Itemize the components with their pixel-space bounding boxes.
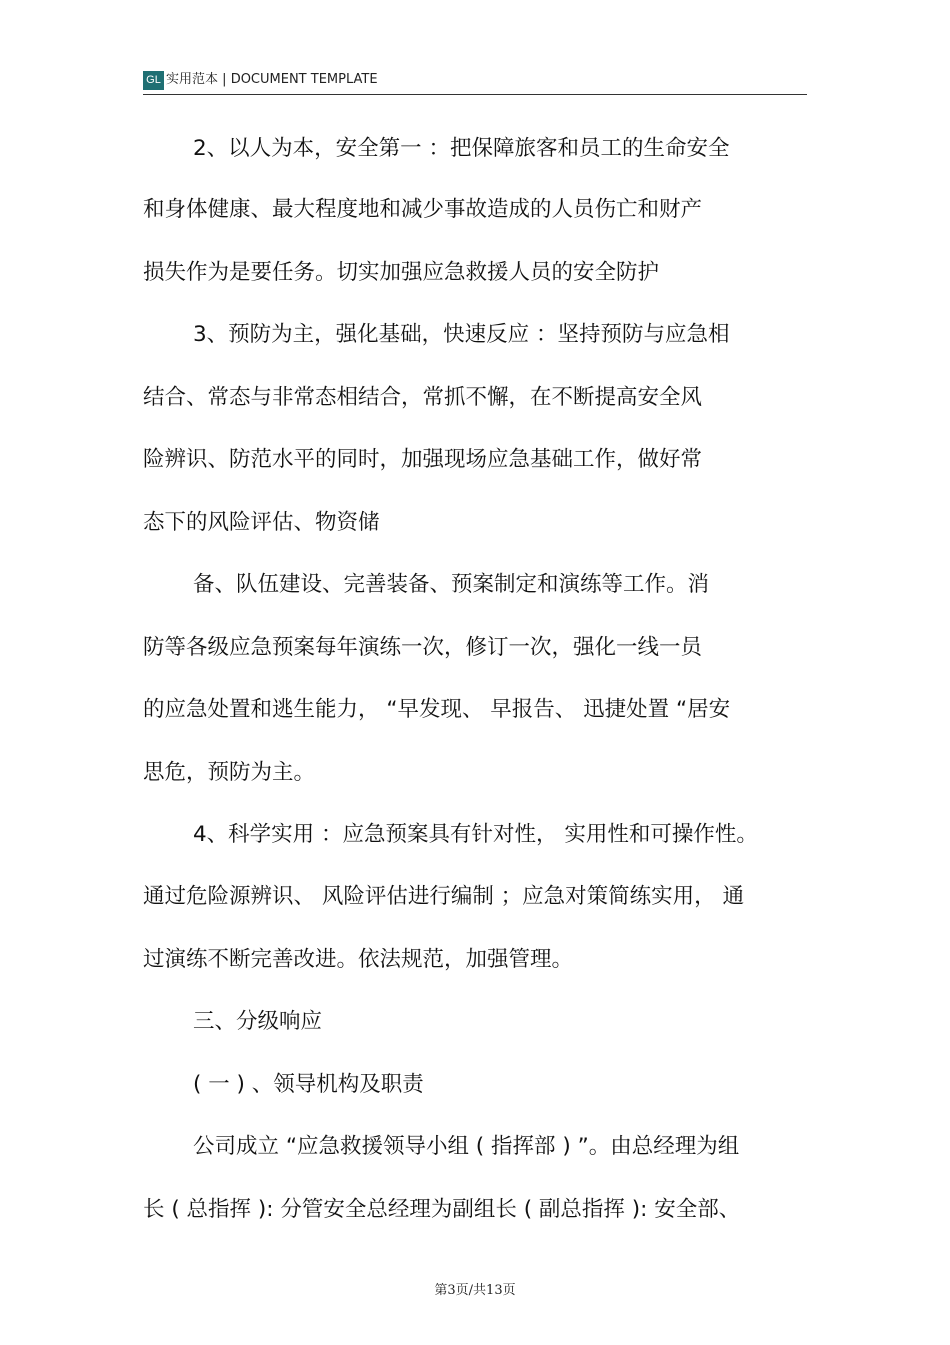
header-subtitle: DOCUMENT TEMPLATE xyxy=(230,72,378,87)
text-line: 险辨识、防范水平的同时，加强现场应急基础工作，做好常 xyxy=(143,447,703,472)
subsection-heading: ( 一 ) 、领导机构及职责 xyxy=(193,1072,424,1097)
text-line: 和身体健康、最大程度地和减少事故造成的人员伤亡和财产 xyxy=(143,197,703,222)
text-line: 防等各级应急预案每年演练一次，修订一次，强化一线一员 xyxy=(143,635,703,660)
text-line: 态下的风险评估、物资储 xyxy=(143,510,380,535)
text-line: 4、科学实用 ：应急预案具有针对性， 实用性和可操作性。 xyxy=(193,822,758,847)
gl-logo: GL xyxy=(143,71,164,90)
text-line: 的应急处置和逃生能力， “早发现、 早报告、 迅捷处置 “居安 xyxy=(143,697,731,722)
text-line: 通过危险源辨识、 风险评估进行编制 ；应急对策简练实用， 通 xyxy=(143,884,745,909)
text-line: 公司成立 “应急救援领导小组 ( 指挥部 ) ”。由总经理为组 xyxy=(193,1134,740,1159)
header-text xyxy=(166,71,378,89)
page-header xyxy=(143,70,807,95)
text-line: 损失作为是要任务。切实加强应急救援人员的安全防护 xyxy=(143,260,660,285)
text-line: 3、预防为主，强化基础，快速反应 ：坚持预防与应急相 xyxy=(193,322,730,347)
header-separator: | xyxy=(222,72,227,87)
text-line: 备、队伍建设、完善装备、预案制定和演练等工作。消 xyxy=(193,572,710,597)
text-line: 结合、常态与非常态相结合，常抓不懈，在不断提高安全风 xyxy=(143,385,703,410)
text-line: 思危，预防为主。 xyxy=(143,760,316,785)
text-line: 过演练不断完善改进。依法规范，加强管理。 xyxy=(143,947,574,972)
text-line: 2、以人为本，安全第一 ：把保障旅客和员工的生命安全 xyxy=(193,136,730,161)
text-line: 长 ( 总指挥 ): 分管安全总经理为副组长 ( 副总指挥 ): 安全部、 xyxy=(143,1197,741,1222)
header-title: 实用范本 xyxy=(166,72,219,87)
page-number: 第3页/共13页 xyxy=(434,1283,516,1298)
section-heading: 三、分级响应 xyxy=(193,1009,323,1034)
